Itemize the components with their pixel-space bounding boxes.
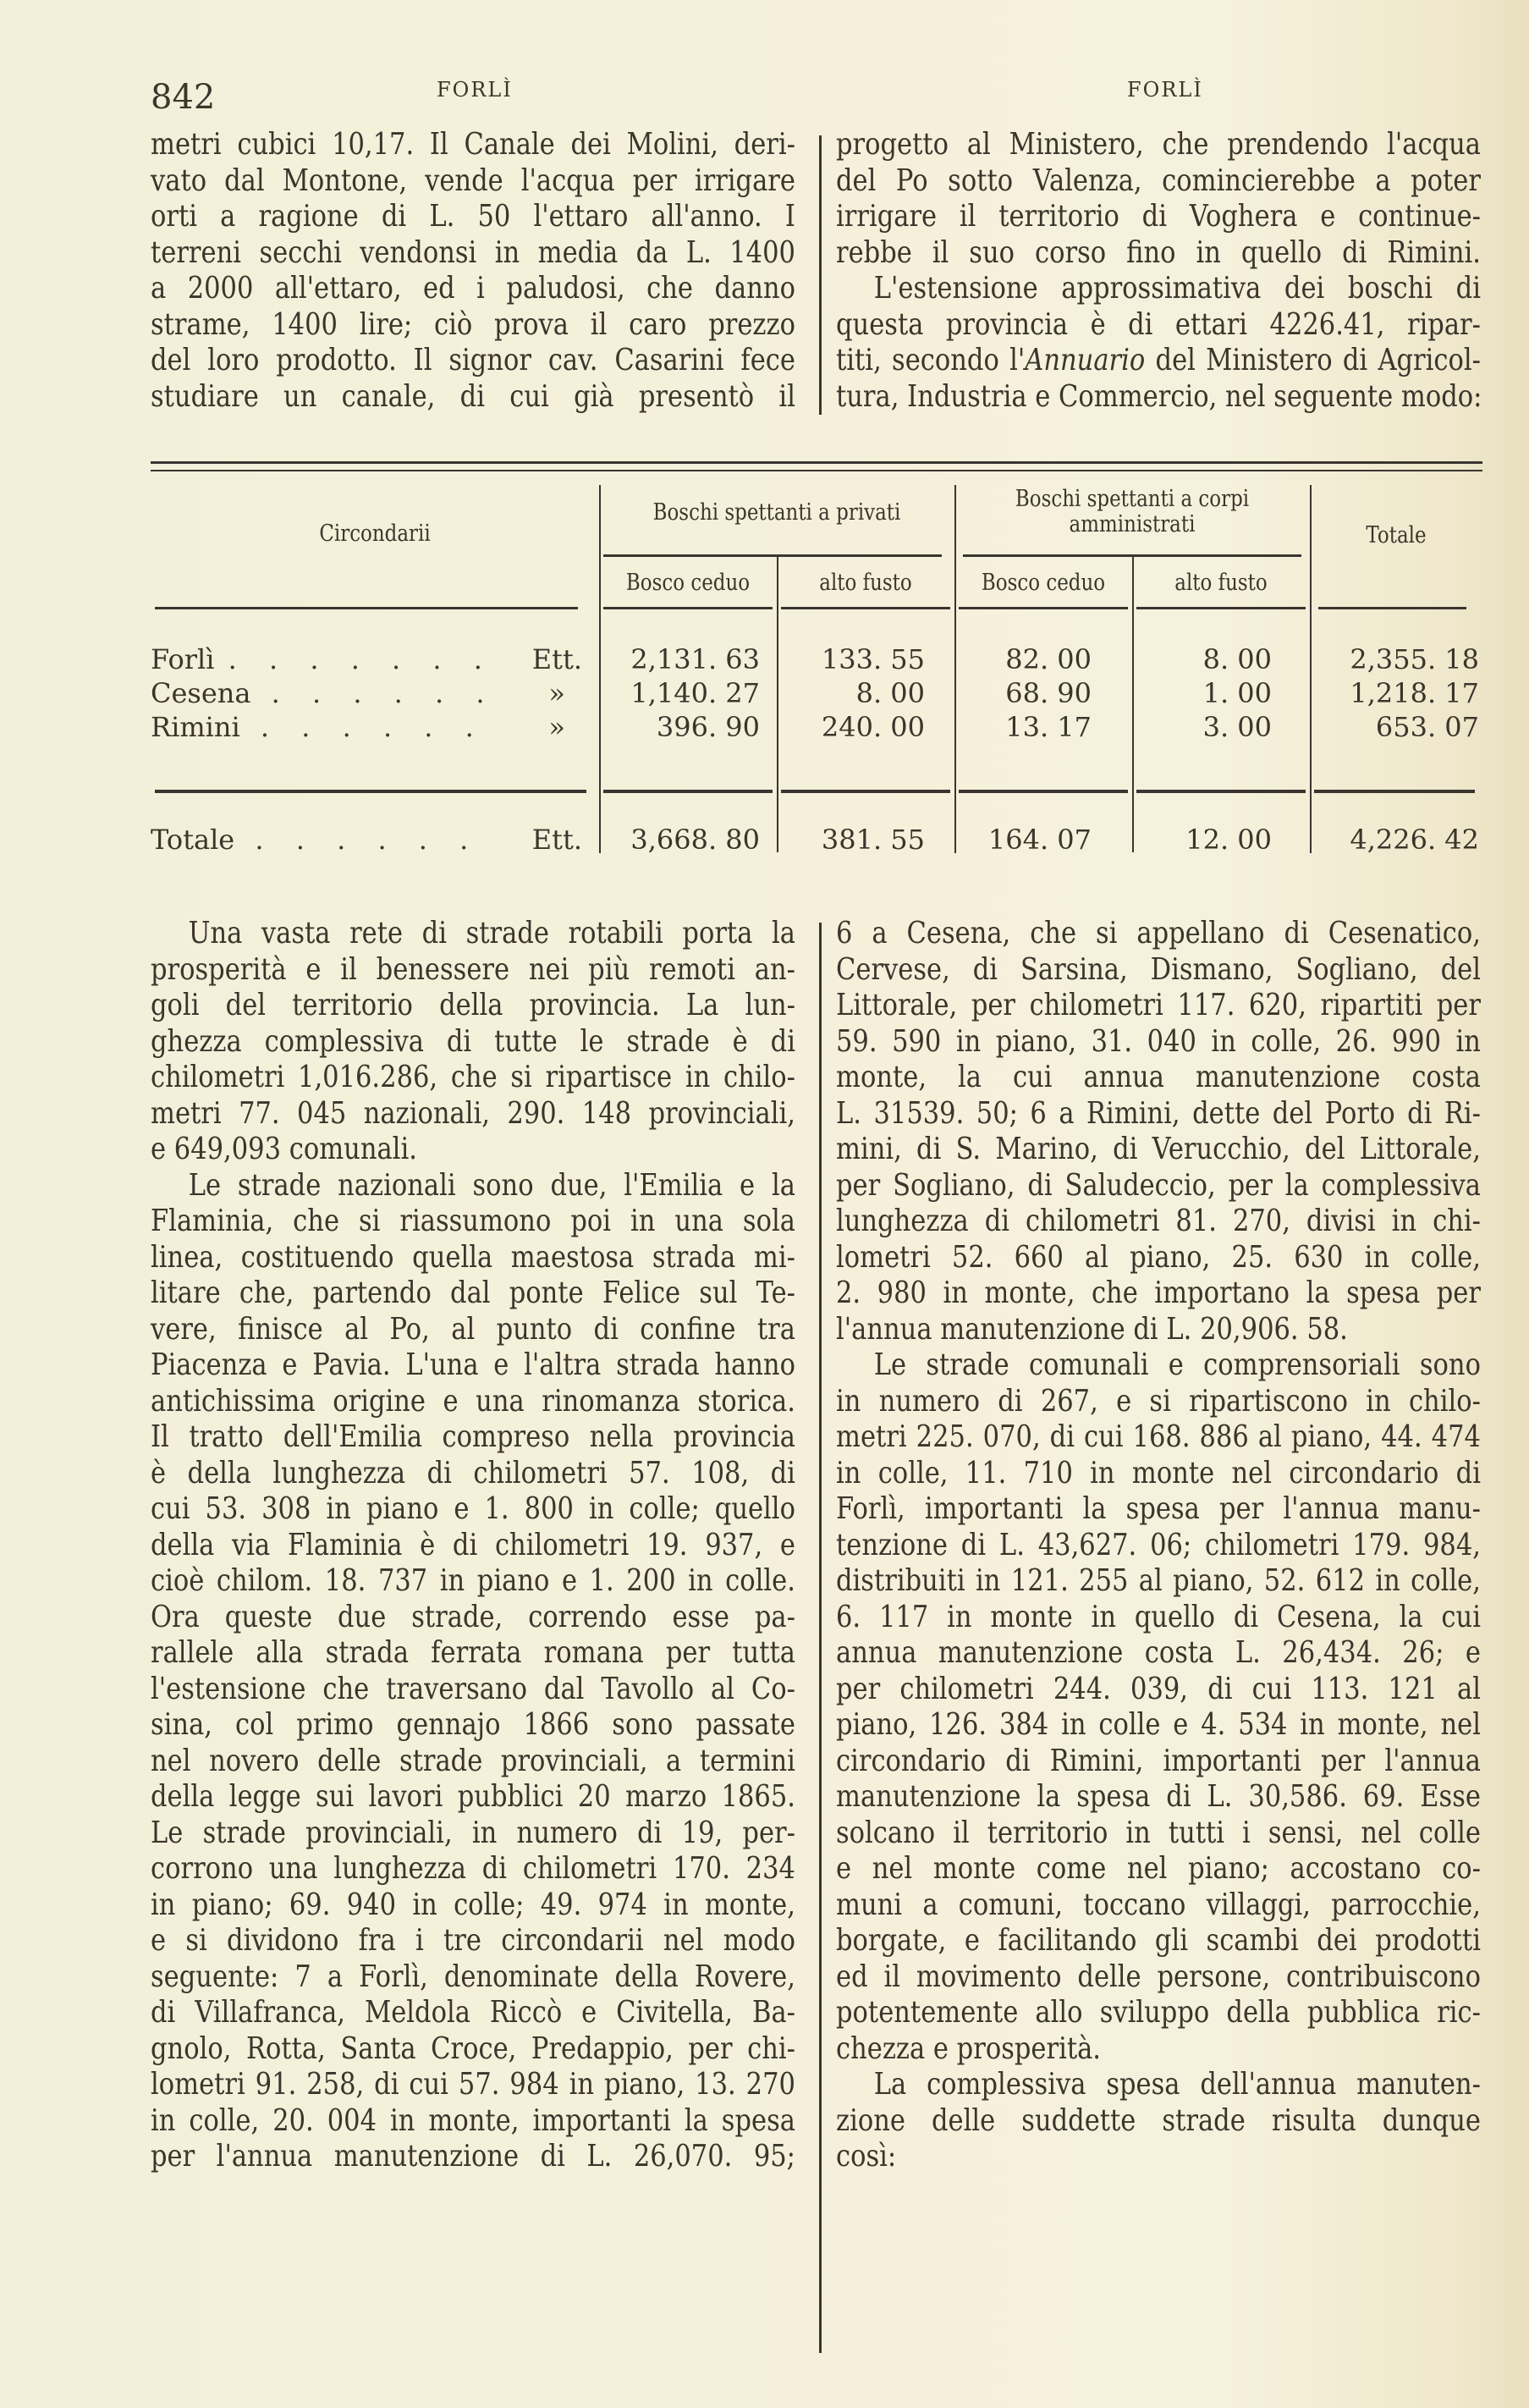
italic-title: Annuario: [1025, 343, 1146, 377]
text-line: di Villafranca, Meldola Riccò e Civitella, Ba-: [151, 1995, 795, 2030]
header-alto-fusto-privati: alto fusto: [819, 570, 912, 596]
text-line: Littorale, per chilometri 117. 620, ripartiti per: [836, 988, 1481, 1022]
text-line: vato dal Montone, vende l'acqua per irrigare: [151, 163, 795, 198]
text-line: metri 225. 070, di cui 168. 886 al piano, 44. 474: [836, 1419, 1481, 1454]
text-line: del loro prodotto. Il signor cav. Casarini fece: [151, 343, 795, 377]
row-label-rimini: [151, 711, 582, 743]
text-line: L. 31539. 50; 6 a Rimini, dette del Porto di Ri-: [836, 1095, 1481, 1131]
text-line: per chilometri 244. 039, di cui 113. 121 al: [836, 1671, 1481, 1706]
text-line: lometri 52. 660 al piano, 25. 630 in colle,: [836, 1239, 1481, 1275]
text-line: Le strade provinciali, in numero di 19, per-: [151, 1815, 795, 1850]
text-line: Piacenza e Pavia. L'una e l'altra strada hanno: [151, 1347, 795, 1382]
cell-priv-fusto: 8. 00: [855, 677, 925, 709]
text-line: ghezza complessiva di tutte le strade è di: [151, 1023, 795, 1059]
header-boschi-corpi: [982, 487, 1284, 537]
cell-priv-fusto: 133. 55: [821, 643, 925, 675]
text-line: zione delle suddette strade risulta dunque: [836, 2102, 1481, 2138]
table-header-rule: [959, 607, 1128, 609]
text-line: linea, costituendo quella maestosa strada mi-: [151, 1239, 795, 1275]
text-line: studiare un canale, di cui già presentò il: [151, 378, 795, 414]
text-line: manutenzione la spesa di L. 30,586. 69. Esse: [836, 1779, 1481, 1814]
text-line: rallele alla strada ferrata romana per tutta: [151, 1635, 795, 1670]
text-line: L'estensione approssimativa dei boschi di: [873, 271, 1481, 306]
text-line: rebbe il suo corso fino in quello di Rimini.: [836, 234, 1481, 270]
text-line: cioè chilom. 18. 737 in piano e 1. 200 in colle.: [151, 1563, 795, 1598]
row-label-cesena: [151, 677, 582, 709]
text-line: l'annua manutenzione di L. 20,906. 58.: [836, 1311, 1348, 1347]
circondario-name: Forlì: [151, 643, 215, 675]
text-line: Forlì, importanti la spesa per l'annua manu-: [836, 1491, 1481, 1526]
text-line: litare che, partendo dal ponte Felice sul Te-: [151, 1276, 795, 1310]
header-boschi-corpi-line2: amministrati: [1069, 511, 1196, 537]
cell-total-priv-ceduo: 3,668. 80: [630, 824, 760, 856]
text-line: della legge sui lavori pubblici 20 marzo 1865.: [151, 1779, 795, 1814]
cell-total-totale: 4,226. 42: [1350, 824, 1479, 856]
text-line: 59. 590 in piano, 31. 040 in colle, 26. 990 in: [836, 1023, 1481, 1059]
text-line: orti a ragione di L. 50 l'ettaro all'anno. I: [151, 199, 795, 234]
text-line: Cervese, di Sarsina, Dismano, Sogliano, del: [836, 951, 1481, 987]
table-total-rule: [1314, 790, 1475, 793]
text-line: terreni secchi vendonsi in media da L. 1400: [151, 234, 795, 270]
table-header-rule: [1136, 607, 1306, 609]
text-column-bottom-left: [151, 916, 795, 2175]
text-line: irrigare il territorio di Voghera e continue-: [836, 199, 1481, 234]
text-line: lunghezza di chilometri 81. 270, divisi in chi-: [836, 1204, 1481, 1238]
table-subrule: [603, 554, 942, 557]
cell-total-priv-fusto: 381. 55: [821, 824, 925, 856]
cell-priv-ceduo: 1,140. 27: [630, 677, 760, 709]
header-circondarii: Circondarii: [319, 521, 431, 547]
cell-priv-ceduo: 396. 90: [656, 711, 760, 743]
header-boschi-corpi-line1: Boschi spettanti a corpi: [1015, 486, 1250, 512]
table-rule-top-2: [151, 470, 1482, 471]
text-line: nel novero delle strade provinciali, a termini: [151, 1743, 795, 1778]
text-line: a 2000 all'ettaro, ed i paludosi, che danno: [151, 271, 795, 306]
header-bosco-ceduo-corpi: Bosco ceduo: [981, 570, 1106, 596]
cell-corpi-fusto: 1. 00: [1202, 677, 1272, 709]
table-total-rule: [603, 790, 773, 793]
cell-priv-fusto: 240. 00: [821, 711, 925, 743]
leader-dots: . . . . . . .: [228, 643, 494, 675]
table-total-rule: [959, 790, 1128, 793]
text-line: 2. 980 in monte, che importano la spesa per: [836, 1276, 1481, 1310]
text-line: cui 53. 308 in piano e 1. 800 in colle; quello: [151, 1491, 795, 1526]
row-label-totale: [151, 824, 582, 856]
text-line: l'estensione che traversano dal Tavollo al Co-: [151, 1671, 795, 1706]
cell-priv-ceduo: 2,131. 63: [630, 643, 760, 675]
text-line: vere, finisce al Po, al punto di confine tra: [151, 1311, 795, 1347]
text-line: distribuiti in 121. 255 al piano, 52. 612 in colle,: [836, 1563, 1481, 1598]
leader-dots: . . . . . .: [271, 677, 497, 709]
text-line: circondario di Rimini, importanti per l'annua: [836, 1743, 1481, 1778]
text-line: in colle, 11. 710 in monte nel circondario di: [836, 1455, 1481, 1491]
text-line: mini, di S. Marino, di Verucchio, del Littorale,: [836, 1132, 1481, 1166]
text-column-top-left: [151, 127, 795, 415]
text-line: così:: [836, 2139, 897, 2174]
cell-corpi-fusto: 3. 00: [1202, 711, 1272, 743]
text-line: e nel monte come nel piano; accostano co-: [836, 1851, 1481, 1886]
header-bosco-ceduo-privati: Bosco ceduo: [625, 570, 751, 596]
text-line: e 649,093 comunali.: [151, 1132, 417, 1166]
text-line: tura, Industria e Commercio, nel seguente modo:: [836, 378, 1482, 414]
leader-dots: . . . . . .: [255, 824, 481, 856]
cell-total-corpi-fusto: 12. 00: [1185, 824, 1272, 856]
table-header-rule: [155, 607, 578, 609]
table-total-rule: [155, 790, 586, 793]
table-rule-top: [151, 461, 1482, 464]
cell-totale: 1,218. 17: [1350, 677, 1479, 709]
text-line: in colle, 20. 004 in monte, importanti la spesa: [151, 2102, 795, 2138]
text-line: monte, la cui annua manutenzione costa: [836, 1060, 1481, 1094]
text-line: chezza e prosperità.: [836, 2031, 1102, 2066]
cell-totale: 2,355. 18: [1350, 643, 1479, 675]
forest-table: [151, 461, 1482, 868]
text-line: per Sogliano, di Saludeccio, per la complessiva: [836, 1167, 1481, 1203]
text-line: questa provincia è di ettari 4226.41, ripar-: [836, 306, 1481, 342]
text-line: Il tratto dell'Emilia compreso nella provincia: [151, 1419, 795, 1454]
text-line: solcano il territorio in tutti i sensi, nel colle: [836, 1815, 1481, 1850]
text-line: è della lunghezza di chilometri 57. 108, di: [151, 1455, 795, 1491]
text-line: 6 a Cesena, che si appellano di Cesenatico,: [836, 916, 1481, 951]
text-fragment: del Ministero di Agricol-: [1145, 343, 1481, 377]
cell-total-corpi-ceduo: 164. 07: [987, 824, 1092, 856]
leader-dots: . . . . . .: [260, 711, 486, 743]
running-head-right: FORLÌ: [1127, 78, 1203, 102]
text-line: lometri 91. 258, di cui 57. 984 in piano, 13. 270: [151, 2067, 795, 2102]
cell-corpi-fusto: 8. 00: [1202, 643, 1272, 675]
text-line: Ora queste due strade, correndo esse pa-: [151, 1599, 795, 1634]
text-line: Le strade comunali e comprensoriali sono: [873, 1347, 1481, 1382]
text-line: potentemente allo sviluppo della pubblica ric-: [836, 1995, 1481, 2030]
total-label: Totale: [151, 824, 235, 856]
text-line: in numero di 267, e si ripartiscono in chilo-: [836, 1383, 1481, 1419]
text-line: goli del territorio della provincia. La lun-: [151, 988, 795, 1022]
running-head-left: FORLÌ: [437, 78, 513, 102]
cell-corpi-ceduo: 13. 17: [1005, 711, 1092, 743]
column-divider-top: [819, 135, 822, 415]
text-line: ed il movimento delle persone, contribuiscono: [836, 1959, 1481, 1994]
text-line: per l'annua manutenzione di L. 26,070. 95;: [151, 2139, 795, 2174]
text-line: gnolo, Rotta, Santa Croce, Predappio, per chi-: [151, 2031, 795, 2066]
text-line: strame, 1400 lire; ciò prova il caro prezzo: [151, 306, 795, 342]
text-line: borgate, e facilitando gli scambi dei prodotti: [836, 1923, 1481, 1958]
text-line: prosperità e il benessere nei più remoti an-: [151, 951, 795, 987]
text-column-bottom-right: [836, 916, 1481, 2175]
cell-corpi-ceduo: 82. 00: [1005, 643, 1092, 675]
text-line: [836, 343, 1481, 379]
column-divider-bottom: [819, 923, 822, 2353]
unit-label: »: [548, 677, 565, 709]
header-alto-fusto-corpi: alto fusto: [1174, 570, 1268, 596]
text-line: tenzione di L. 43,627. 06; chilometri 179. 984,: [836, 1527, 1481, 1562]
page-number: 842: [151, 78, 216, 117]
text-line: sina, col primo gennajo 1866 sono passate: [151, 1707, 795, 1742]
circondario-name: Cesena: [151, 677, 251, 709]
table-header-rule: [603, 607, 773, 609]
text-line: muni a comuni, toccano villaggi, parrocchie,: [836, 1887, 1481, 1922]
table-header-rule: [1318, 607, 1466, 609]
text-line: della via Flaminia è di chilometri 19. 937, e: [151, 1527, 795, 1562]
text-line: seguente: 7 a Forlì, denominate della Rovere,: [151, 1959, 795, 1994]
header-boschi-privati: Boschi spettanti a privati: [652, 499, 901, 526]
text-line: progetto al Ministero, che prendendo l'acqua: [836, 127, 1481, 162]
header-totale: Totale: [1366, 522, 1427, 548]
table-header-rule: [781, 607, 950, 609]
circondario-name: Rimini: [151, 711, 240, 743]
text-line: Flaminia, che si riassumono poi in una sola: [151, 1204, 795, 1238]
unit-label: »: [548, 711, 565, 743]
text-line: e si dividono fra i tre circondarii nel modo: [151, 1923, 795, 1958]
text-line: corrono una lunghezza di chilometri 170. 234: [151, 1851, 795, 1886]
text-line: chilometri 1,016.286, che si ripartisce in chilo-: [151, 1060, 795, 1094]
text-line: piano, 126. 384 in colle e 4. 534 in monte, nel: [836, 1707, 1481, 1742]
text-fragment: titi, secondo l': [836, 343, 1026, 377]
unit-label: Ett.: [531, 643, 582, 675]
text-line: antichissima origine e una rinomanza storica.: [151, 1383, 795, 1419]
text-line: annua manutenzione costa L. 26,434. 26; e: [836, 1635, 1481, 1670]
text-line: metri 77. 045 nazionali, 290. 148 provinciali,: [151, 1095, 795, 1131]
text-line: del Po sotto Valenza, comincierebbe a poter: [836, 163, 1481, 198]
text-line: in piano; 69. 940 in colle; 49. 974 in monte,: [151, 1887, 795, 1922]
text-line: Una vasta rete di strade rotabili porta la: [188, 916, 795, 951]
text-line: 6. 117 in monte in quello di Cesena, la cui: [836, 1599, 1481, 1634]
cell-corpi-ceduo: 68. 90: [1005, 677, 1092, 709]
table-subrule: [963, 554, 1301, 557]
text-line: Le strade nazionali sono due, l'Emilia e la: [188, 1167, 795, 1203]
unit-label: Ett.: [531, 824, 582, 856]
text-line: La complessiva spesa dell'annua manuten-: [873, 2067, 1481, 2102]
row-label-forli: [151, 643, 582, 675]
table-total-rule: [1136, 790, 1306, 793]
text-column-top-right: [836, 127, 1481, 415]
cell-totale: 653. 07: [1375, 711, 1479, 743]
text-line: metri cubici 10,17. Il Canale dei Molini, deri-: [151, 127, 795, 162]
table-total-rule: [781, 790, 950, 793]
